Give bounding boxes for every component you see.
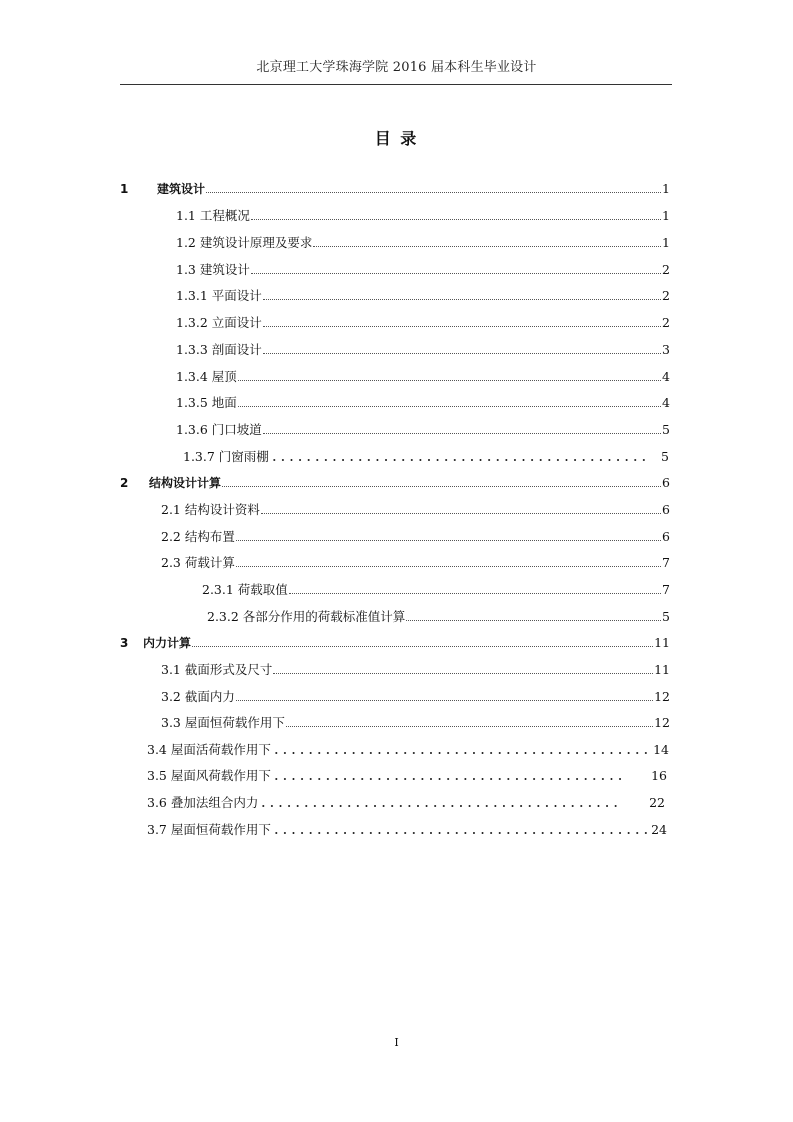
- dot-leader: [313, 246, 661, 247]
- dot-leader: [251, 273, 661, 274]
- toc-page-number: 6: [662, 502, 670, 517]
- toc-page-number: 1: [662, 181, 670, 196]
- toc-page-number: 3: [662, 342, 670, 357]
- toc-page-number: 4: [662, 369, 670, 384]
- toc-page-number: 1: [662, 235, 670, 250]
- toc-page-number: 5: [662, 422, 670, 437]
- toc-page-number: 11: [654, 635, 670, 650]
- toc-entry-label: 2.3 荷载计算: [161, 555, 235, 570]
- toc-entry[interactable]: [147, 766, 667, 784]
- toc-page-number: 5: [661, 449, 669, 464]
- toc-page-number: 22: [649, 795, 665, 810]
- dot-leader: [263, 326, 661, 327]
- toc-entry-label: 内力计算: [143, 636, 192, 650]
- toc-entry-label: 1.3 建筑设计: [176, 262, 250, 277]
- toc-entry[interactable]: [161, 527, 670, 545]
- toc-entry-label: 1.1 工程概况: [176, 208, 250, 223]
- dot-leader: [286, 726, 653, 727]
- toc-page-number: 4: [662, 395, 670, 410]
- dot-leader: [206, 192, 661, 193]
- toc-entry[interactable]: [207, 607, 670, 625]
- toc-entry-label: 1.3.4 屋顶: [176, 369, 237, 384]
- toc-entry-label: 3.5 屋面风荷载作用下: [147, 768, 271, 783]
- toc-entry-label: 3.1 截面形式及尺寸: [161, 662, 273, 677]
- toc-entry-label: 1.2 建筑设计原理及要求: [176, 235, 313, 250]
- dot-leader: [272, 832, 650, 834]
- toc-entry-label: 1.3.5 地面: [176, 395, 237, 410]
- toc-entry[interactable]: [176, 206, 670, 224]
- toc-entry[interactable]: [176, 260, 670, 278]
- toc-entry[interactable]: [176, 420, 670, 438]
- dot-leader: [236, 540, 661, 541]
- dot-leader: [270, 459, 647, 461]
- page-number-footer: I: [394, 1036, 399, 1049]
- toc-entry-label: 1.3.7 门窗雨棚: [183, 449, 269, 464]
- dot-leader: [222, 486, 661, 487]
- running-header: 北京理工大学珠海学院 2016 届本科生毕业设计: [256, 60, 537, 75]
- dot-leader: [261, 513, 661, 514]
- toc-entry-label: 3.4 屋面活荷载作用下: [147, 742, 271, 757]
- toc-page-number: 7: [662, 555, 670, 570]
- toc-entry-label: 3.6 叠加法组合内力: [147, 795, 259, 810]
- toc-page-number: 6: [662, 529, 670, 544]
- toc-entry[interactable]: [176, 367, 670, 385]
- toc-page-number: 11: [654, 662, 670, 677]
- dot-leader: [236, 566, 661, 567]
- toc-entry[interactable]: [147, 820, 667, 838]
- dot-leader: [238, 406, 661, 407]
- toc-entry[interactable]: [161, 553, 670, 571]
- toc-page-number: 5: [662, 609, 670, 624]
- toc-entry-label: 3.7 屋面恒荷载作用下: [147, 822, 271, 837]
- dot-leader: [263, 299, 661, 300]
- dot-leader: [263, 353, 661, 354]
- toc-chapter-number: 3: [120, 636, 129, 650]
- toc-chapter-number: 1: [120, 182, 129, 196]
- dot-leader: [259, 805, 619, 807]
- toc-entry[interactable]: [161, 713, 670, 731]
- dot-leader: [272, 752, 652, 754]
- toc-page-number: 6: [662, 475, 670, 490]
- toc-page-number: 12: [654, 715, 670, 730]
- toc-page-number: 1: [662, 208, 670, 223]
- toc-entry-label: 结构设计计算: [149, 476, 222, 490]
- dot-leader: [263, 433, 661, 434]
- toc-entry[interactable]: [176, 393, 670, 411]
- toc-entry-label: 2.3.1 荷载取值: [202, 582, 288, 597]
- dot-leader: [236, 700, 653, 701]
- toc-entry-label: 3.3 屋面恒荷载作用下: [161, 715, 285, 730]
- toc-entry-chapter-1[interactable]: [120, 179, 670, 197]
- toc-entry[interactable]: [183, 447, 669, 465]
- dot-leader: [289, 593, 661, 594]
- dot-leader: [273, 673, 653, 674]
- toc-entry-label: 1.3.2 立面设计: [176, 315, 262, 330]
- toc-entry[interactable]: [176, 233, 670, 251]
- dot-leader: [251, 219, 661, 220]
- toc-entry[interactable]: [176, 340, 670, 358]
- toc-entry-label: 2.3.2 各部分作用的荷载标准值计算: [207, 609, 406, 624]
- toc-entry[interactable]: [147, 740, 669, 758]
- toc-entry[interactable]: [176, 313, 670, 331]
- toc-entry-label: 2.2 结构布置: [161, 529, 235, 544]
- toc-page-number: 2: [662, 288, 670, 303]
- toc-entry[interactable]: [161, 687, 670, 705]
- toc-entry-chapter-3[interactable]: [120, 633, 670, 651]
- dot-leader: [192, 646, 653, 647]
- toc-entry[interactable]: [161, 660, 670, 678]
- page-title: 目 录: [374, 129, 419, 148]
- dot-leader: [406, 620, 661, 621]
- dot-leader: [238, 380, 661, 381]
- toc-entry-label: 3.2 截面内力: [161, 689, 235, 704]
- toc-entry[interactable]: [202, 580, 670, 598]
- toc-entry-label: 1.3.6 门口坡道: [176, 422, 262, 437]
- toc-entry-label: 2.1 结构设计资料: [161, 502, 260, 517]
- toc-page-number: 12: [654, 689, 670, 704]
- toc-page-number: 2: [662, 315, 670, 330]
- toc-entry-label: 1.3.3 剖面设计: [176, 342, 262, 357]
- toc-entry[interactable]: [161, 500, 670, 518]
- toc-page-number: 16: [651, 768, 667, 783]
- toc-entry-chapter-2[interactable]: [120, 473, 670, 491]
- toc-entry[interactable]: [147, 793, 665, 811]
- dot-leader: [272, 778, 621, 780]
- toc-entry-label: 建筑设计: [157, 182, 206, 196]
- toc-page-number: 14: [653, 742, 669, 757]
- toc-page-number: 7: [662, 582, 670, 597]
- toc-page-number: 2: [662, 262, 670, 277]
- toc-entry[interactable]: [176, 286, 670, 304]
- toc-entry-label: 1.3.1 平面设计: [176, 288, 262, 303]
- toc-page-number: 24: [651, 822, 667, 837]
- toc-chapter-number: 2: [120, 476, 129, 490]
